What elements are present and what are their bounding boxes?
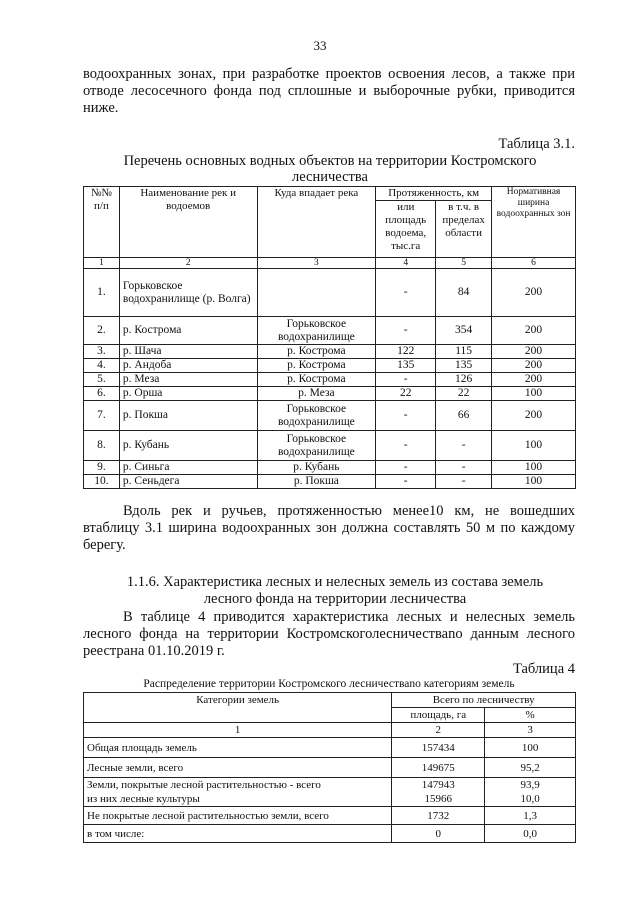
row-width: 200 bbox=[492, 317, 576, 345]
row-area: 147943 bbox=[392, 778, 485, 793]
row-flows-into: р. Кострома bbox=[257, 373, 376, 387]
header-length-or-area: или площадь водоема, тыс.га bbox=[376, 201, 436, 258]
table31-title: Перечень основных водных объектов на территории Костромского лесничества bbox=[123, 153, 537, 185]
table-row bbox=[84, 807, 576, 825]
row-name: р. Синьга bbox=[119, 461, 257, 475]
table-row bbox=[84, 792, 576, 807]
row-percent: 93,9 bbox=[485, 778, 576, 793]
row-width: 200 bbox=[492, 359, 576, 373]
table-col-numbers bbox=[84, 258, 576, 269]
row-flows-into: Горьковское водохранилище bbox=[257, 317, 376, 345]
row-name: р. Меза bbox=[119, 373, 257, 387]
col-number: 3 bbox=[257, 258, 376, 269]
row-length: - bbox=[376, 317, 436, 345]
row-num: 4. bbox=[84, 359, 120, 373]
row-name: р. Андоба bbox=[119, 359, 257, 373]
header-flows-into: Куда впадает река bbox=[257, 187, 376, 258]
row-category: в том числе: bbox=[84, 825, 392, 843]
table-row bbox=[84, 387, 576, 401]
row-percent: 0,0 bbox=[485, 825, 576, 843]
row-width: 200 bbox=[492, 373, 576, 387]
table-row bbox=[84, 359, 576, 373]
row-category: Земли, покрытые лесной растительностью - всего bbox=[84, 778, 392, 793]
table-row bbox=[84, 401, 576, 431]
table-row bbox=[84, 825, 576, 843]
row-num: 1. bbox=[84, 269, 120, 317]
row-width: 100 bbox=[492, 461, 576, 475]
header-length: Протяженность, км bbox=[376, 187, 492, 201]
table-header-row bbox=[84, 187, 576, 201]
section-paragraph: В таблице 4 приводится характеристика лесных и нелесных земель лесного фонда на территории Костромскоголесничестваnо данным лесного реестрана 01.10.2019 г. bbox=[83, 609, 575, 659]
header-name: Наименование рек и водоемов bbox=[119, 187, 257, 258]
row-width: 200 bbox=[492, 269, 576, 317]
col-number: 6 bbox=[492, 258, 576, 269]
table-header-row bbox=[84, 693, 576, 708]
row-length: - bbox=[376, 475, 436, 489]
row-category: Общая площадь земель bbox=[84, 738, 392, 758]
table-row bbox=[84, 778, 576, 793]
row-area: 1732 bbox=[392, 807, 485, 825]
row-in-region: - bbox=[436, 431, 492, 461]
table4-title: Распределение территории Костромского лесничестваnо категориям земель bbox=[143, 678, 515, 690]
table-row bbox=[84, 475, 576, 489]
row-flows-into: р. Кубань bbox=[257, 461, 376, 475]
section-heading: 1.1.6. Характеристика лесных и нелесных земель из состава земель лесного фонда на территории лесничества bbox=[126, 574, 544, 607]
row-length: - bbox=[376, 269, 436, 317]
row-name: р. Шача bbox=[119, 345, 257, 359]
row-name: р. Кострома bbox=[119, 317, 257, 345]
row-area: 0 bbox=[392, 825, 485, 843]
row-area: 15966 bbox=[392, 792, 485, 807]
row-width: 100 bbox=[492, 475, 576, 489]
col-number: 1 bbox=[84, 723, 392, 738]
row-length: 22 bbox=[376, 387, 436, 401]
table-row bbox=[84, 758, 576, 778]
col-number: 4 bbox=[376, 258, 436, 269]
row-percent: 10,0 bbox=[485, 792, 576, 807]
table-row bbox=[84, 431, 576, 461]
land-categories-table bbox=[83, 692, 576, 843]
row-in-region: 66 bbox=[436, 401, 492, 431]
col-number: 2 bbox=[119, 258, 257, 269]
row-in-region: 84 bbox=[436, 269, 492, 317]
row-width: 100 bbox=[492, 431, 576, 461]
table-col-numbers bbox=[84, 723, 576, 738]
row-area: 157434 bbox=[392, 738, 485, 758]
table-row bbox=[84, 269, 576, 317]
row-in-region: - bbox=[436, 461, 492, 475]
row-length: - bbox=[376, 461, 436, 475]
header-length-in-region: в т.ч. в пределах области bbox=[436, 201, 492, 258]
note-paragraph: Вдоль рек и ручьев, протяженностью менее10 км, не вошедших втаблицу 3.1 ширина водоохранных зон должна составлять 50 м по каждому берегу. bbox=[83, 503, 575, 553]
row-num: 6. bbox=[84, 387, 120, 401]
page-number: 33 bbox=[313, 38, 327, 53]
row-percent: 95,2 bbox=[485, 758, 576, 778]
row-width: 200 bbox=[492, 345, 576, 359]
header-total: Всего по лесничеству bbox=[392, 693, 576, 708]
row-category: Не покрытые лесной растительностью земли, всего bbox=[84, 807, 392, 825]
row-length: 135 bbox=[376, 359, 436, 373]
row-length: 122 bbox=[376, 345, 436, 359]
table-row bbox=[84, 317, 576, 345]
row-flows-into: р. Покша bbox=[257, 475, 376, 489]
col-number: 5 bbox=[436, 258, 492, 269]
row-num: 9. bbox=[84, 461, 120, 475]
header-category: Категории земель bbox=[84, 693, 392, 723]
row-num: 7. bbox=[84, 401, 120, 431]
row-name: р. Покша bbox=[119, 401, 257, 431]
row-in-region: - bbox=[436, 475, 492, 489]
table31-label: Таблица 3.1. bbox=[498, 136, 575, 152]
row-name: р. Сеньдега bbox=[119, 475, 257, 489]
row-flows-into: Горьковское водохранилище bbox=[257, 431, 376, 461]
row-flows-into: р. Меза bbox=[257, 387, 376, 401]
row-percent: 1,3 bbox=[485, 807, 576, 825]
row-name: р. Орша bbox=[119, 387, 257, 401]
row-length: - bbox=[376, 373, 436, 387]
header-num: №№ п/п bbox=[84, 187, 120, 258]
row-in-region: 135 bbox=[436, 359, 492, 373]
table-row bbox=[84, 738, 576, 758]
row-in-region: 22 bbox=[436, 387, 492, 401]
row-in-region: 126 bbox=[436, 373, 492, 387]
row-num: 3. bbox=[84, 345, 120, 359]
row-length: - bbox=[376, 431, 436, 461]
row-width: 200 bbox=[492, 401, 576, 431]
row-flows-into: Горьковское водохранилище bbox=[257, 401, 376, 431]
row-category: из них лесные культуры bbox=[84, 792, 392, 807]
row-in-region: 115 bbox=[436, 345, 492, 359]
row-num: 10. bbox=[84, 475, 120, 489]
row-in-region: 354 bbox=[436, 317, 492, 345]
row-num: 5. bbox=[84, 373, 120, 387]
header-width: Нормативная ширина водоохранных зон bbox=[492, 187, 576, 258]
row-flows-into: р. Кострома bbox=[257, 345, 376, 359]
table4-label: Таблица 4 bbox=[512, 661, 575, 677]
col-number: 2 bbox=[392, 723, 485, 738]
row-name: р. Кубань bbox=[119, 431, 257, 461]
intro-paragraph: водоохранных зонах, при разработке проектов освоения лесов, а также при отводе лесосечного фонда под сплошные и выборочные рубки, приводится ниже. bbox=[83, 66, 575, 116]
row-area: 149675 bbox=[392, 758, 485, 778]
row-flows-into: р. Кострома bbox=[257, 359, 376, 373]
row-percent: 100 bbox=[485, 738, 576, 758]
table-row bbox=[84, 345, 576, 359]
table-row bbox=[84, 461, 576, 475]
header-area: площадь, га bbox=[392, 708, 485, 723]
table-row bbox=[84, 373, 576, 387]
water-bodies-table bbox=[83, 186, 576, 489]
row-length: - bbox=[376, 401, 436, 431]
row-category: Лесные земли, всего bbox=[84, 758, 392, 778]
header-percent: % bbox=[485, 708, 576, 723]
row-flows-into bbox=[257, 269, 376, 317]
row-name: Горьковское водохранилище (р. Волга) bbox=[119, 269, 257, 317]
row-num: 2. bbox=[84, 317, 120, 345]
row-num: 8. bbox=[84, 431, 120, 461]
col-number: 3 bbox=[485, 723, 576, 738]
col-number: 1 bbox=[84, 258, 120, 269]
row-width: 100 bbox=[492, 387, 576, 401]
